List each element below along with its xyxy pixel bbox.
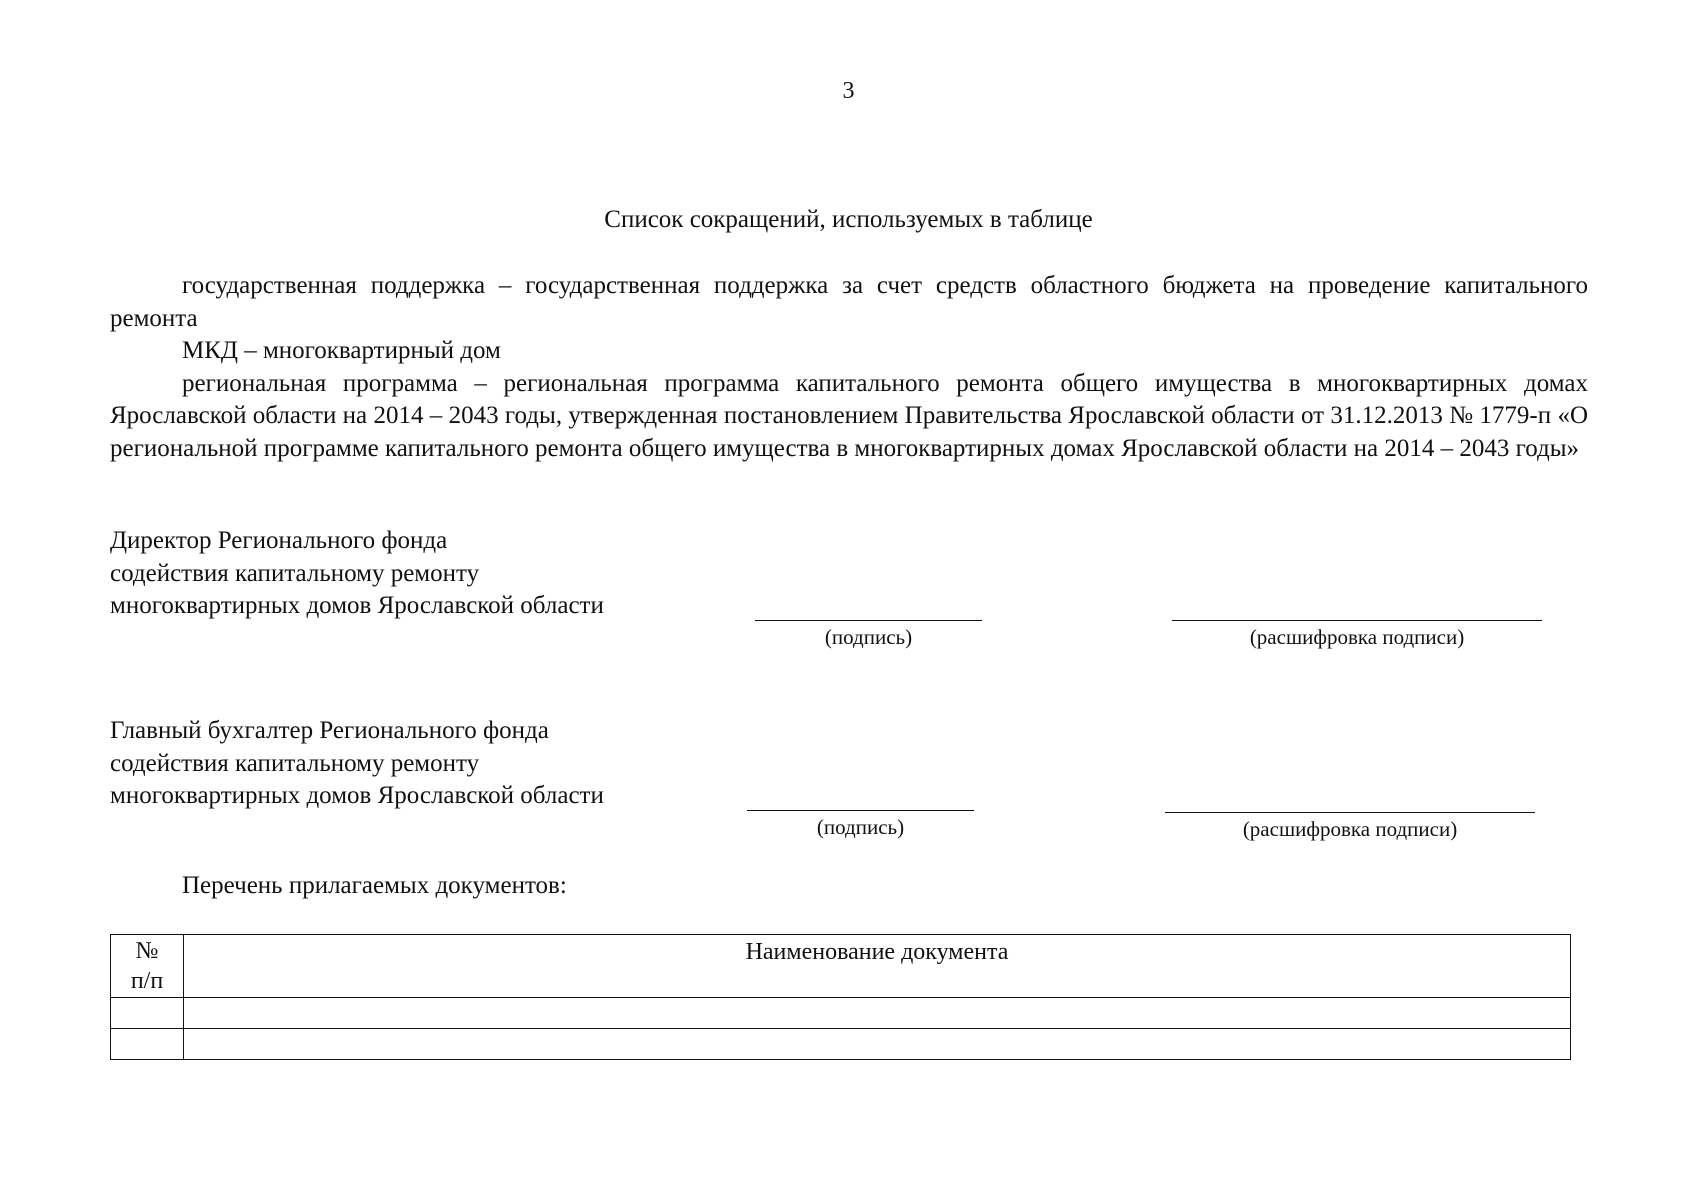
- accountant-signature-caption: (подпись): [816, 815, 905, 839]
- table-row: [111, 1029, 1571, 1060]
- director-title-line: Директор Регионального фонда: [110, 527, 448, 554]
- accountant-decoding-caption: (расшифровка подписи): [1242, 817, 1458, 841]
- abbreviation-entry-regional-program: региональная программа – региональная программа капитального ремонта общего имущества в многоквартирных домах Ярославской области на 2014 – 2043 годы, утвержденная постановлением Правительства Ярославской области от 31.12.2013 № 1779-п «О региональной программе капитального ремонта общего имущества в многоквартирных домах Ярославской области на 2014 – 2043 годы»: [110, 369, 1588, 462]
- accountant-decoding-line: [1165, 812, 1535, 813]
- director-signature-caption: (подпись): [824, 625, 913, 649]
- table-cell-name: [184, 998, 1571, 1029]
- abbreviations-list: [110, 270, 1588, 465]
- table-cell-number: [111, 998, 184, 1029]
- abbreviations-title: Список сокращений, используемых в таблице: [604, 206, 1093, 233]
- director-decoding-line: [1172, 620, 1542, 621]
- director-decoding-caption: (расшифровка подписи): [1249, 625, 1465, 649]
- table-row: [111, 998, 1571, 1029]
- director-signature-line: [755, 620, 982, 621]
- director-title: [110, 525, 604, 623]
- director-title-line: многоквартирных домов Ярославской области: [110, 592, 604, 619]
- page-number: 3: [842, 78, 855, 104]
- column-header-number-line1: №: [135, 938, 159, 964]
- accountant-title-line: содействия капитальному ремонту: [110, 749, 480, 777]
- table-cell-name: [184, 1029, 1571, 1060]
- director-title-line: содействия капитальному ремонту: [110, 559, 480, 587]
- accountant-title: [110, 715, 604, 813]
- accountant-title-line: Главный бухгалтер Регионального фонда: [110, 717, 549, 744]
- attachments-table: [110, 934, 1571, 1060]
- accountant-title-line: многоквартирных домов Ярославской области: [110, 782, 604, 809]
- table-cell-number: [111, 1029, 184, 1060]
- abbreviation-entry-mkd: МКД – многоквартирный дом: [182, 337, 501, 364]
- attachments-heading: Перечень прилагаемых документов:: [182, 872, 567, 899]
- accountant-signature-line: [747, 810, 974, 811]
- abbreviation-entry-state-support: государственная поддержка – государственная поддержка за счет средств областного бюджета на проведение капитального ремонта: [110, 272, 1588, 332]
- table-header-row: [111, 935, 1571, 998]
- column-header-number-line2: п/п: [130, 968, 164, 994]
- column-header-document-name: Наименование документа: [184, 935, 1571, 998]
- column-header-number: [111, 935, 184, 998]
